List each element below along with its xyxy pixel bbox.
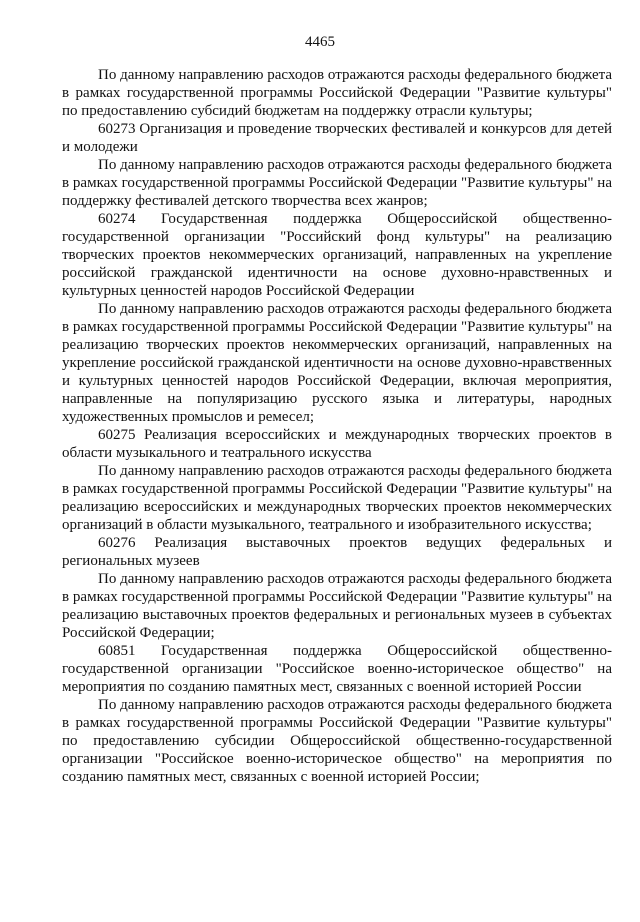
paragraph-expense-description: По данному направлению расходов отражаются расходы федерального бюджета в рамках государственной программы Российской Федерации "Развитие культуры" на реализацию выставочных проектов федеральных и региональных музеев в субъектах Российской Федерации; [62,571,612,641]
document-body [62,66,612,786]
paragraph-code-60275: 60275 Реализация всероссийских и международных творческих проектов в области музыкального и театрального искусства [62,427,612,461]
paragraph-expense-description: По данному направлению расходов отражаются расходы федерального бюджета в рамках государственной программы Российской Федерации "Развитие культуры" по предоставлению субсидий бюджетам на поддержку отрасли культуры; [62,67,612,119]
paragraph-code-60273: 60273 Организация и проведение творческих фестивалей и конкурсов для детей и молодежи [62,121,612,155]
paragraph-expense-description: По данному направлению расходов отражаются расходы федерального бюджета в рамках государственной программы Российской Федерации "Развитие культуры" на реализацию всероссийских и международных творческих проектов некоммерческих организаций в области музыкального, театрального и изобразительного искусства; [62,463,612,533]
paragraph-code-60851: 60851 Государственная поддержка Общероссийской общественно-государственной организации "Российское военно-историческое общество" на мероприятия по созданию памятных мест, связанных с военной историей России [62,643,612,695]
paragraph-code-60276: 60276 Реализация выставочных проектов ведущих федеральных и региональных музеев [62,535,612,569]
paragraph-expense-description: По данному направлению расходов отражаются расходы федерального бюджета в рамках государственной программы Российской Федерации "Развитие культуры" на поддержку фестивалей детского творчества всех жанров; [62,157,612,209]
page-number: 4465 [305,34,335,50]
paragraph-expense-description: По данному направлению расходов отражаются расходы федерального бюджета в рамках государственной программы Российской Федерации "Развитие культуры" на реализацию творческих проектов некоммерческих организаций, направленных на укрепление российской гражданской идентичности на основе духовно-нравственных и культурных ценностей народов Российской Федерации, включая мероприятия, направленные на популяризацию русского языка и литературы, народных художественных промыслов и ремесел; [62,301,612,425]
paragraph-expense-description: По данному направлению расходов отражаются расходы федерального бюджета в рамках государственной программы Российской Федерации "Развитие культуры" по предоставлению субсидии Общероссийской общественно-государственной организации "Российское военно-историческое общество" на мероприятия по созданию памятных мест, связанных с военной историей России; [62,697,612,785]
paragraph-code-60274: 60274 Государственная поддержка Общероссийской общественно-государственной организации "Российский фонд культуры" на реализацию творческих проектов некоммерческих организаций, направленных на укрепление российской гражданской идентичности на основе духовно-нравственных и культурных ценностей народов Российской Федерации [62,211,612,299]
